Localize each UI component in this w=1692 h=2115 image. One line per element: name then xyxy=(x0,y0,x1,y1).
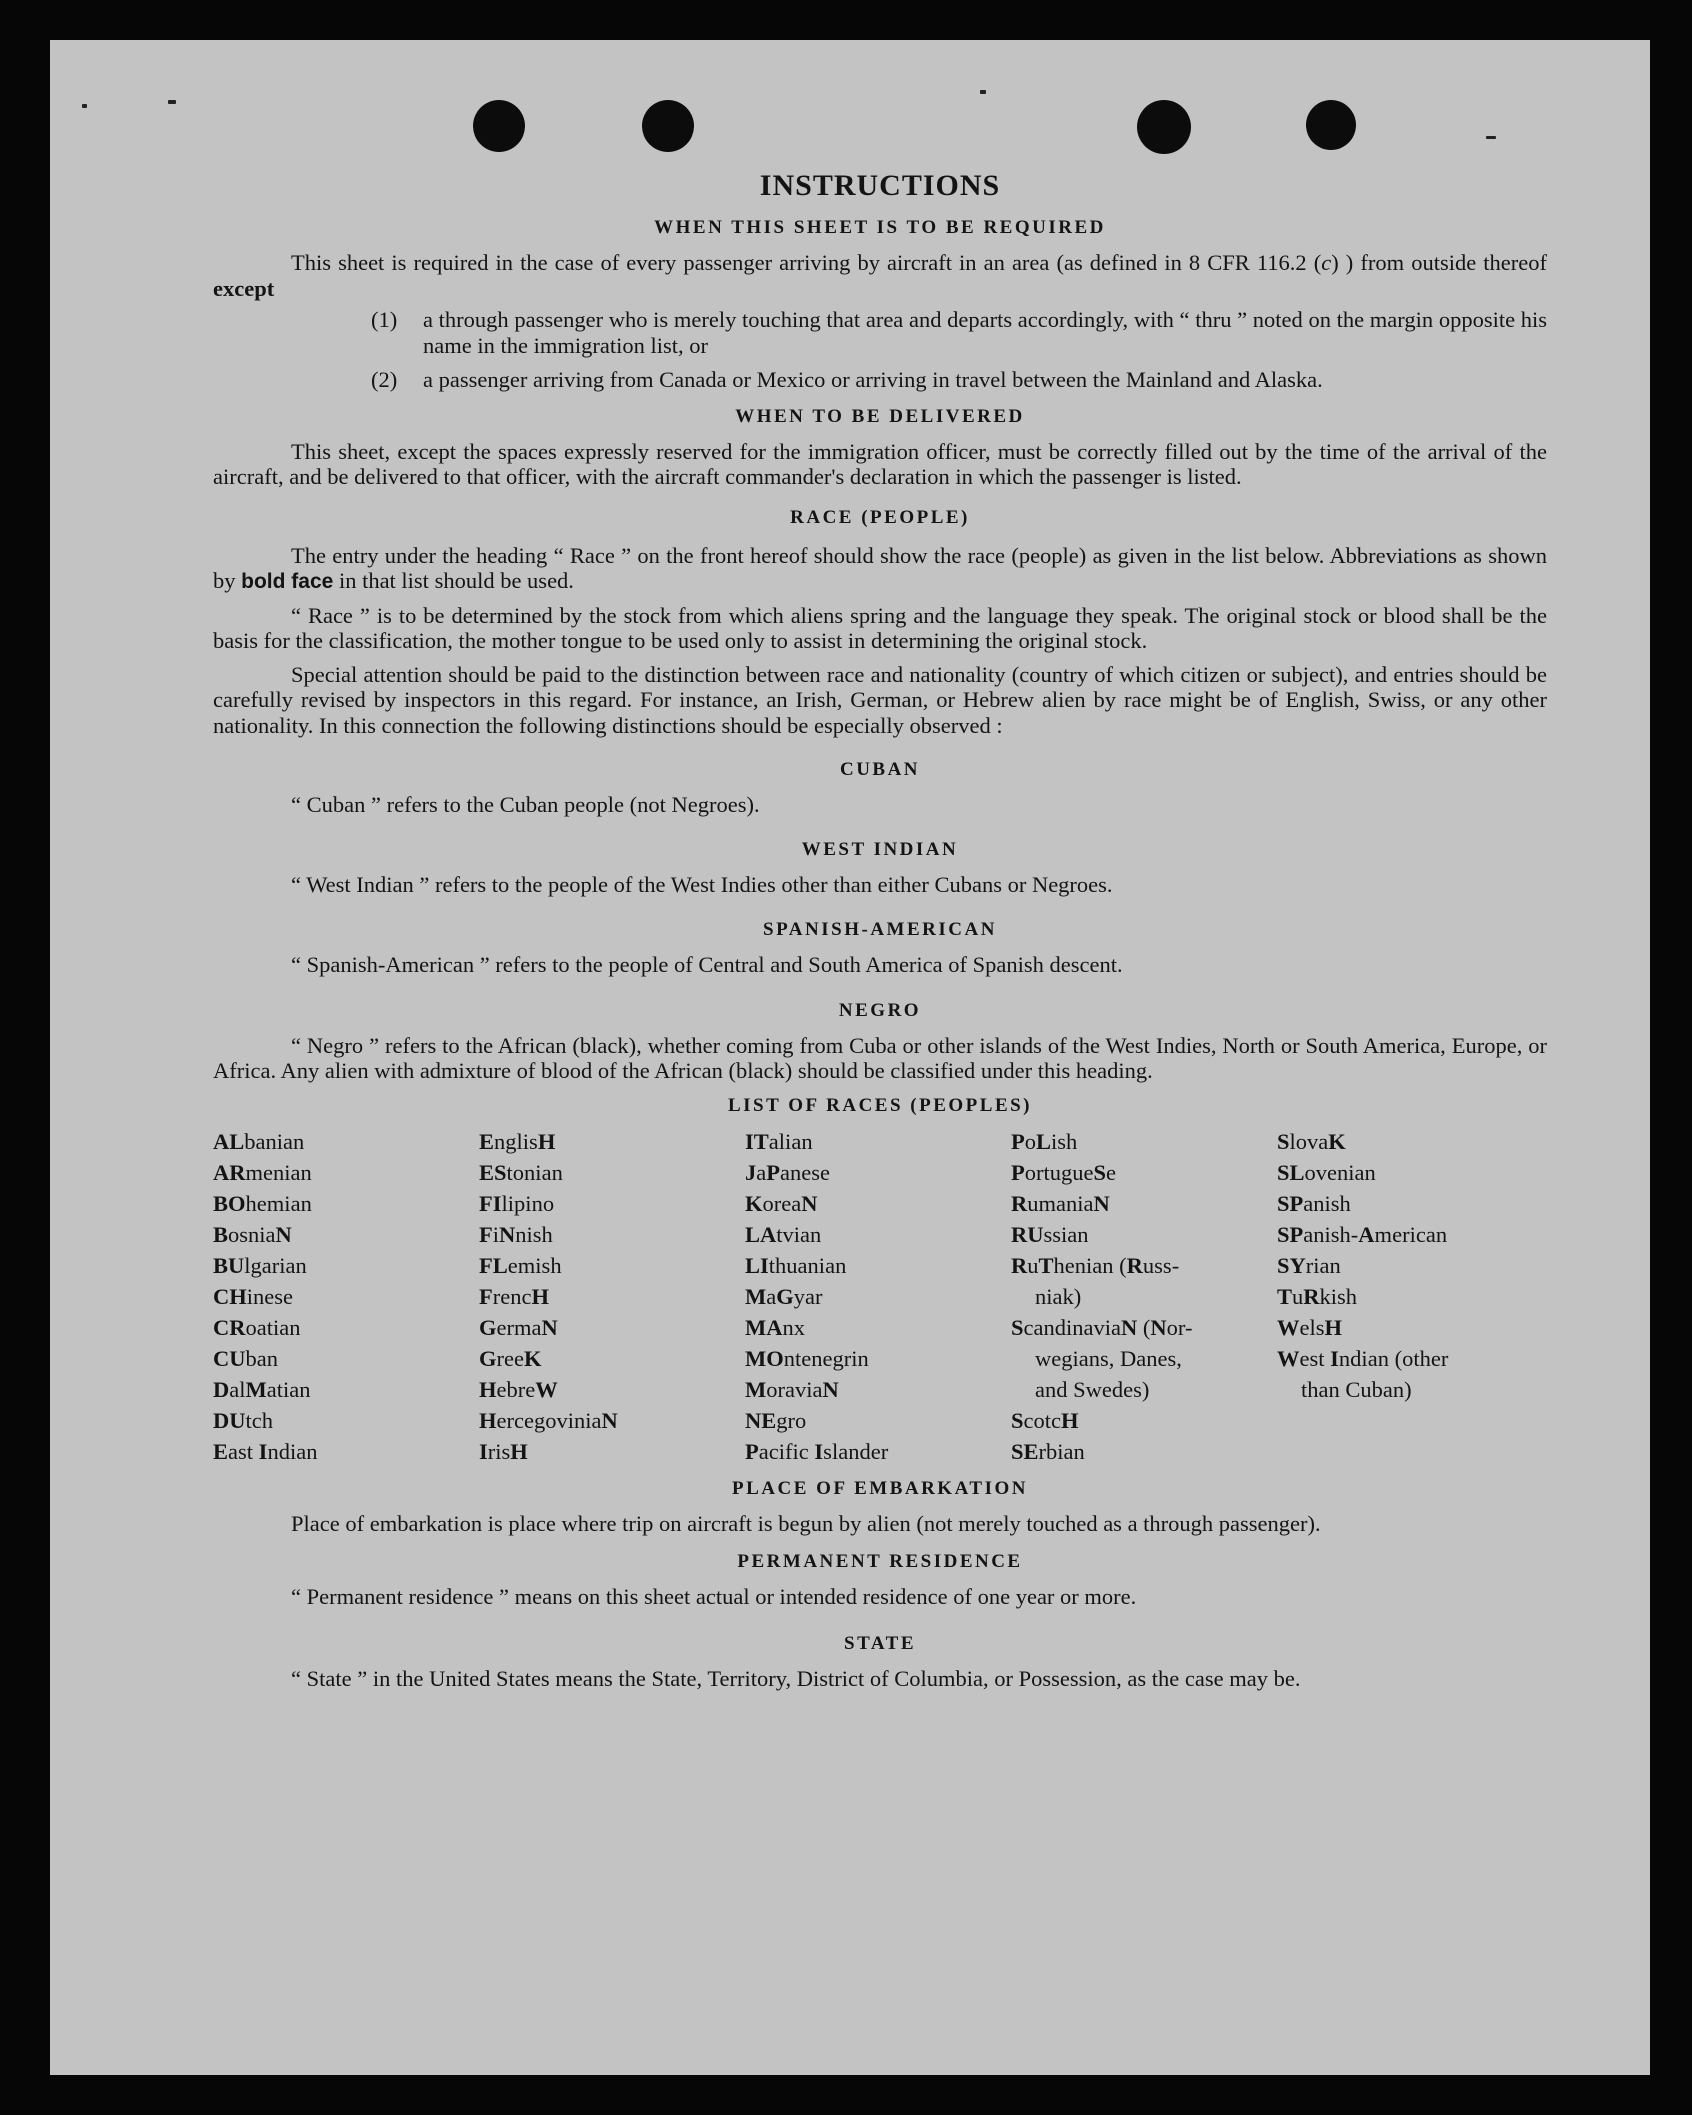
race-entry: ScandinaviaN (Nor- xyxy=(1011,1314,1193,1340)
text-run: except xyxy=(213,275,275,301)
race-entry: EnglisH xyxy=(479,1128,556,1154)
text-run: The entry under the heading “ Race ” on the front hereof should show the race (people) as given in the list below. Abbreviations as shown by xyxy=(213,542,1547,593)
race-entry: ScotcH xyxy=(1011,1407,1079,1433)
text-run: bold face xyxy=(241,570,334,593)
punch-hole xyxy=(473,100,525,152)
document-page xyxy=(50,40,1650,2075)
section-heading: WEST INDIAN xyxy=(801,838,959,860)
paragraph: “ Cuban ” refers to the Cuban people (not Negroes). xyxy=(291,792,760,817)
item-number: (1) xyxy=(371,307,398,332)
race-entry: JaPanese xyxy=(745,1159,831,1185)
races-column xyxy=(479,1126,745,1467)
list-item xyxy=(371,367,1547,393)
paragraph: “ State ” in the United States means the State, Territory, District of Columbia, or Possession, as the case may be. xyxy=(291,1665,1301,1691)
text-run: in that list should be used. xyxy=(333,568,574,593)
race-entry: SLovenian xyxy=(1277,1159,1376,1185)
race-entry: GermaN xyxy=(479,1314,558,1340)
race-entry: RUssian xyxy=(1011,1221,1089,1247)
item-text: a through passenger who is merely touching that area and departs accordingly, with “ thru ” noted on the margin opposite his name in the immigration list, or xyxy=(423,307,1547,358)
race-entry: SYrian xyxy=(1277,1252,1341,1278)
page-title: INSTRUCTIONS xyxy=(759,169,1001,202)
paragraph: “ Permanent residence ” means on this sheet actual or intended residence of one year or more. xyxy=(291,1584,1137,1609)
race-entry: wegians, Danes, xyxy=(1035,1345,1182,1371)
race-entry: IrisH xyxy=(479,1438,528,1464)
race-entry: ALbanian xyxy=(213,1128,305,1154)
race-entry: CHinese xyxy=(213,1283,294,1309)
race-entry: RuThenian (Russ- xyxy=(1011,1252,1180,1278)
paragraph: “ Negro ” refers to the African (black), whether coming from Cuba or other islands of the West Indies, North or South America, Europe, or Africa. Any alien with admixture of blood of the African (black) should be classified under this heading. xyxy=(213,1032,1547,1083)
race-entry: WelsH xyxy=(1277,1314,1343,1340)
race-entry: LIthuanian xyxy=(745,1252,847,1278)
race-entry: ARmenian xyxy=(213,1159,312,1185)
section-heading: LIST OF RACES (PEOPLES) xyxy=(727,1094,1033,1116)
section-heading: NEGRO xyxy=(838,999,922,1021)
ink-speck xyxy=(1486,136,1496,139)
item-text: a passenger arriving from Canada or Mexico or arriving in travel between the Mainland and Alaska. xyxy=(423,367,1323,392)
race-entry: ITalian xyxy=(745,1128,813,1154)
race-entry: HebreW xyxy=(479,1376,558,1402)
section-heading: WHEN THIS SHEET IS TO BE REQUIRED xyxy=(654,217,1106,238)
paragraph xyxy=(213,543,1547,595)
paragraph: Place of embarkation is place where trip on aircraft is begun by alien (not merely touched as a through passenger). xyxy=(291,1510,1321,1536)
paragraph: “ Race ” is to be determined by the stock from which aliens spring and the language they speak. The original stock or blood shall be the basis for the classification, the mother tongue to be used only to assist in determining the original stock. xyxy=(213,602,1547,653)
race-entry: BOhemian xyxy=(213,1190,312,1216)
list-item xyxy=(371,307,1547,358)
race-entry: CUban xyxy=(213,1345,278,1371)
race-entry: SlovaK xyxy=(1277,1128,1346,1154)
races-list xyxy=(213,1126,1547,1467)
race-entry: DUtch xyxy=(213,1407,274,1433)
race-entry: MaGyar xyxy=(745,1283,823,1309)
instructions-body xyxy=(213,168,1547,1691)
paragraph: “ Spanish-American ” refers to the people of Central and South America of Spanish descent. xyxy=(291,952,1123,977)
paragraph: Special attention should be paid to the distinction between race and nationality (country of which citizen or subject), and entries should be carefully revised by inspectors in this regard. For instance, an Irish, German, or Hebrew alien by race might be of English, Swiss, or any other nationality. In this connection the following distinctions should be especially observed : xyxy=(213,661,1547,738)
race-entry: Pacific Islander xyxy=(745,1438,889,1464)
race-entry: FrencH xyxy=(479,1283,550,1309)
punch-hole xyxy=(642,100,694,152)
race-entry: SErbian xyxy=(1011,1438,1085,1464)
punch-hole xyxy=(1137,100,1191,154)
race-entry: EStonian xyxy=(479,1159,563,1185)
race-entry: FiNnish xyxy=(479,1221,553,1247)
race-entry: MAnx xyxy=(745,1314,805,1340)
race-entry: BUlgarian xyxy=(213,1252,307,1278)
races-column xyxy=(1011,1126,1277,1467)
section-heading: RACE (PEOPLE) xyxy=(790,506,970,528)
race-entry: and Swedes) xyxy=(1035,1376,1150,1402)
races-column xyxy=(745,1126,1011,1467)
race-entry: CRoatian xyxy=(213,1314,301,1340)
text-run: ) ) from outside thereof xyxy=(1331,250,1547,275)
section-heading: PLACE OF EMBARKATION xyxy=(732,1477,1028,1499)
race-entry: HercegoviniaN xyxy=(479,1407,618,1433)
race-entry: DalMatian xyxy=(213,1376,311,1402)
race-entry: NEgro xyxy=(745,1407,807,1433)
paragraph xyxy=(213,250,1547,301)
race-entry: than Cuban) xyxy=(1301,1376,1412,1402)
race-entry: niak) xyxy=(1035,1283,1082,1309)
race-entry: SPanish xyxy=(1277,1190,1351,1216)
paragraph: “ West Indian ” refers to the people of the West Indies other than either Cubans or Negroes. xyxy=(291,871,1113,897)
ink-speck xyxy=(168,100,176,104)
race-entry: PortugueSe xyxy=(1011,1159,1117,1185)
race-entry: East Indian xyxy=(213,1438,318,1464)
section-heading: WHEN TO BE DELIVERED xyxy=(735,405,1025,427)
section-heading: PERMANENT RESIDENCE xyxy=(737,1551,1023,1572)
races-column xyxy=(213,1126,479,1467)
race-entry: TuRkish xyxy=(1277,1283,1358,1309)
text-run: c xyxy=(1321,250,1332,275)
paragraph: This sheet, except the spaces expressly reserved for the immigration officer, must be correctly filled out by the time of the arrival of the aircraft, and be delivered to that officer, with the aircraft commander's declaration in which the passenger is listed. xyxy=(213,438,1547,489)
race-entry: FLemish xyxy=(479,1252,562,1278)
race-entry: West Indian (other xyxy=(1277,1345,1449,1371)
race-entry: PoLish xyxy=(1011,1128,1078,1154)
item-number: (2) xyxy=(371,367,398,392)
race-entry: BosniaN xyxy=(213,1221,292,1247)
ink-speck xyxy=(82,104,87,108)
ink-speck xyxy=(980,90,986,94)
punch-hole xyxy=(1306,100,1356,150)
race-entry: GreeK xyxy=(479,1345,542,1371)
section-heading: CUBAN xyxy=(839,759,921,780)
race-entry: RumaniaN xyxy=(1011,1190,1110,1216)
race-entry: FIlipino xyxy=(479,1190,555,1216)
race-entry: KoreaN xyxy=(745,1190,818,1216)
race-entry: SPanish-American xyxy=(1277,1221,1448,1247)
text-run: This sheet is required in the case of every passenger arriving by aircraft in an area (as defined in 8 CFR 116.2 ( xyxy=(291,250,1322,275)
race-entry: MOntenegrin xyxy=(745,1345,869,1371)
race-entry: LAtvian xyxy=(745,1221,822,1247)
section-heading: SPANISH-AMERICAN xyxy=(763,919,997,940)
section-heading: STATE xyxy=(844,1632,916,1654)
race-entry: MoraviaN xyxy=(745,1376,839,1402)
races-column xyxy=(1277,1126,1547,1467)
